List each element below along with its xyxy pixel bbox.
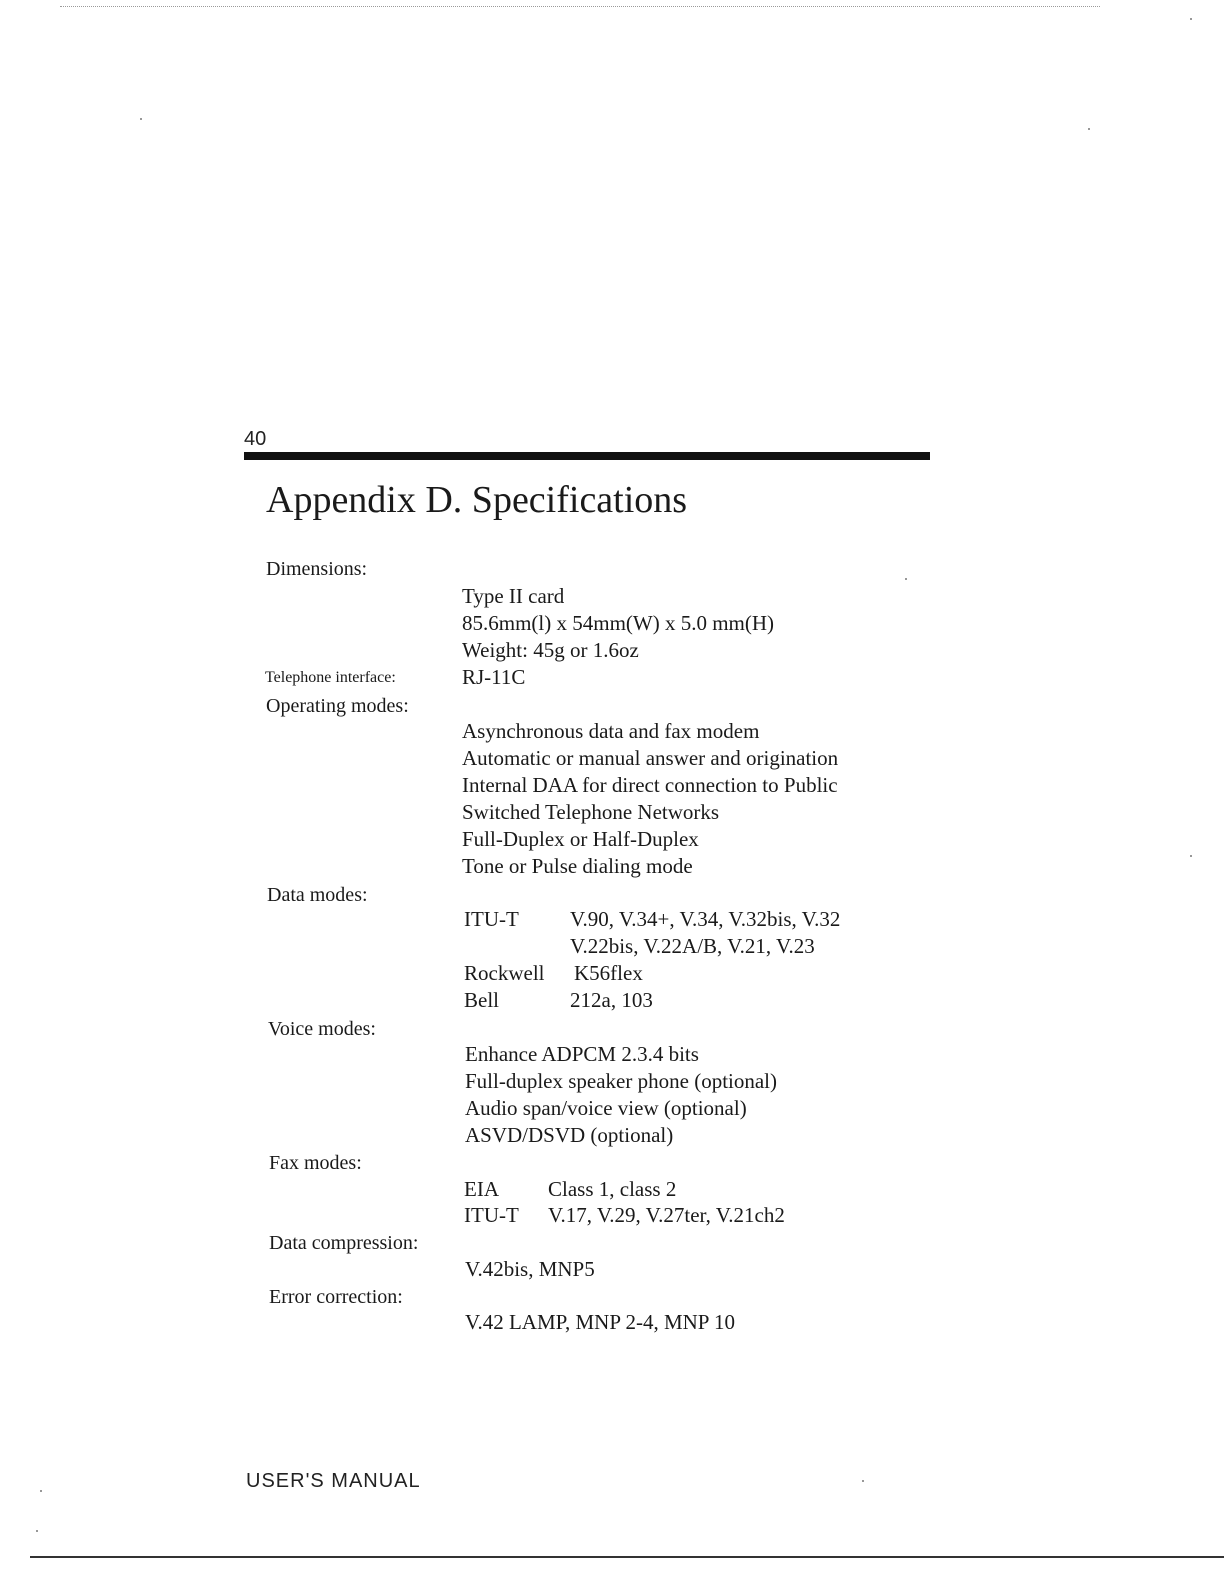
scan-speck xyxy=(140,118,142,120)
operating-modes-label: Operating modes: xyxy=(266,695,409,717)
dimensions-label: Dimensions: xyxy=(266,558,368,580)
scan-speck xyxy=(1190,855,1192,857)
data-mode-protocols: V.22bis, V.22A/B, V.21, V.23 xyxy=(570,934,815,958)
voice-mode-item: ASVD/DSVD (optional) xyxy=(465,1123,674,1147)
scan-speck xyxy=(862,1480,864,1482)
operating-mode-item: Tone or Pulse dialing mode xyxy=(462,854,693,878)
fax-modes-label: Fax modes: xyxy=(269,1152,362,1174)
data-mode-standard: Bell xyxy=(464,988,499,1012)
data-mode-standard: ITU-T xyxy=(464,907,519,931)
data-mode-protocols: V.90, V.34+, V.34, V.32bis, V.32 xyxy=(570,907,841,931)
error-correction-value: V.42 LAMP, MNP 2-4, MNP 10 xyxy=(465,1310,735,1334)
operating-mode-item: Internal DAA for direct connection to Public xyxy=(462,773,838,797)
header-rule xyxy=(244,452,930,460)
data-compression-label: Data compression: xyxy=(269,1232,419,1254)
data-mode-protocols: K56flex xyxy=(574,961,643,985)
fax-mode-standard: EIA xyxy=(464,1177,499,1201)
data-modes-label: Data modes: xyxy=(267,884,368,906)
dimensions-value: Type II card xyxy=(462,584,565,608)
scan-speck xyxy=(1088,128,1090,130)
data-compression-value: V.42bis, MNP5 xyxy=(465,1257,595,1281)
page-number: 40 xyxy=(244,428,267,450)
scan-speck xyxy=(905,578,907,580)
page-title: Appendix D. Specifications xyxy=(266,479,688,521)
dimensions-value: 85.6mm(l) x 54mm(W) x 5.0 mm(H) xyxy=(462,611,775,635)
footer-rule xyxy=(30,1556,1224,1558)
voice-mode-item: Audio span/voice view (optional) xyxy=(465,1096,747,1120)
voice-mode-item: Full-duplex speaker phone (optional) xyxy=(465,1069,778,1093)
data-mode-standard: Rockwell xyxy=(464,961,545,985)
fax-mode-protocols: V.17, V.29, V.27ter, V.21ch2 xyxy=(548,1203,785,1227)
telephone-interface-value: RJ-11C xyxy=(462,665,526,689)
scan-speck xyxy=(40,1490,42,1492)
fax-mode-standard: ITU-T xyxy=(464,1203,519,1227)
operating-mode-item: Switched Telephone Networks xyxy=(462,800,720,824)
scan-speck xyxy=(36,1530,38,1532)
operating-mode-item: Asynchronous data and fax modem xyxy=(462,719,760,743)
fax-mode-protocols: Class 1, class 2 xyxy=(548,1177,677,1201)
operating-mode-item: Automatic or manual answer and origination xyxy=(462,746,839,770)
footer-text: USER'S MANUAL xyxy=(246,1470,421,1492)
voice-modes-label: Voice modes: xyxy=(268,1018,376,1040)
voice-mode-item: Enhance ADPCM 2.3.4 bits xyxy=(465,1042,699,1066)
scan-artifact-dotted-line xyxy=(60,6,1100,9)
telephone-interface-label: Telephone interface: xyxy=(265,669,396,686)
data-mode-protocols: 212a, 103 xyxy=(570,988,653,1012)
scan-speck xyxy=(1190,18,1192,20)
dimensions-value: Weight: 45g or 1.6oz xyxy=(462,638,639,662)
operating-mode-item: Full-Duplex or Half-Duplex xyxy=(462,827,699,851)
error-correction-label: Error correction: xyxy=(269,1286,403,1308)
